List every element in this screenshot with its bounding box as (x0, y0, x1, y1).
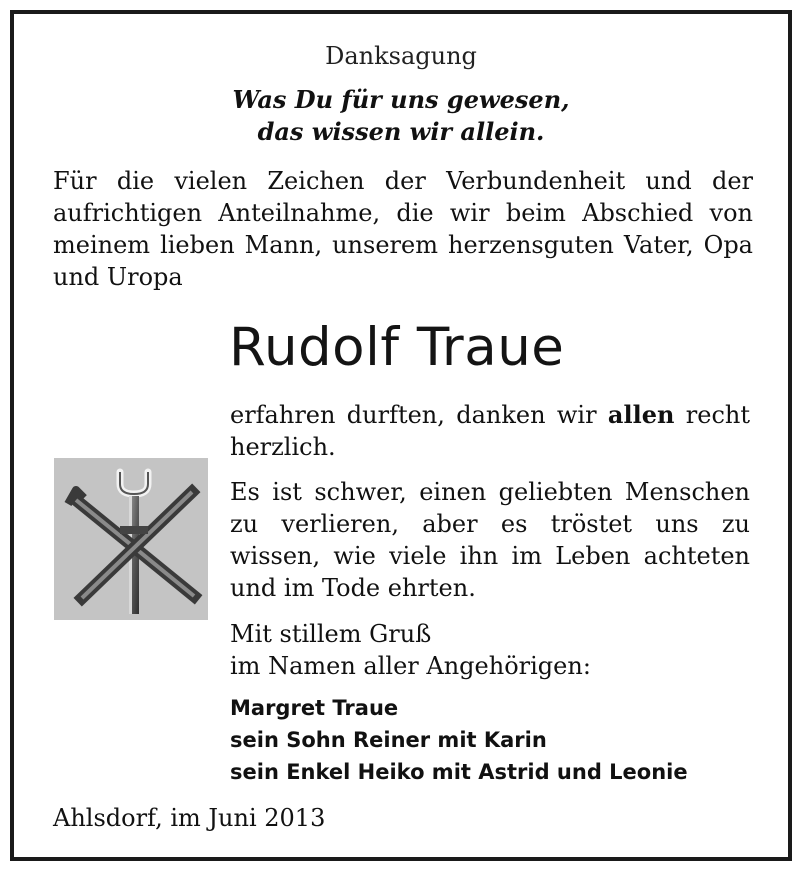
motto (14, 84, 788, 148)
signer-2: sein Sohn Reiner mit Karin (230, 728, 547, 752)
condolence-text: Es ist schwer, einen geliebten Menschen zu verlieren, aber es tröstet uns zu wissen, wie viele ihn im Leben achteten und im Tode ehrten. (230, 478, 750, 602)
signers (230, 692, 760, 788)
greeting-line-1: Mit stillem Gruß (230, 620, 432, 648)
motto-line-2: das wissen wir allein. (257, 117, 545, 146)
thanks-text (230, 399, 750, 463)
signer-3: sein Enkel Heiko mit Astrid und Leonie (230, 760, 688, 784)
intro-text: Für die vielen Zeichen der Verbundenheit und der aufrichtigen Anteilnahme, die wir beim Abschied von meinem lieben Mann, unserem herzensguten Vater, Opa und Uropa (53, 167, 753, 291)
signer-1: Margret Traue (230, 696, 399, 720)
notice-heading: Danksagung (325, 42, 477, 70)
thanks-text-emphasis: allen (607, 400, 675, 429)
greeting (230, 618, 750, 682)
thanks-text-end: recht herzlich. (230, 401, 750, 461)
obituary-notice (10, 10, 792, 861)
motto-line-1: Was Du für uns gewesen, (232, 85, 570, 114)
thanks-text-start: erfahren durften, danken wir (230, 401, 597, 429)
deceased-name: Rudolf Traue (229, 317, 565, 378)
alpha-omega-cross-icon (54, 458, 208, 620)
greeting-line-2: im Namen aller Angehörigen: (230, 652, 591, 680)
place-date: Ahlsdorf, im Juni 2013 (53, 804, 326, 832)
